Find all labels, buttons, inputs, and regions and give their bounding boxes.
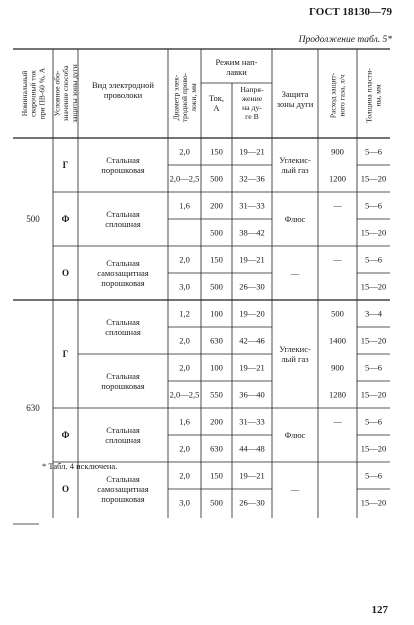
cell-thickness: 5—6 xyxy=(365,416,382,427)
cell-current: 150 xyxy=(210,254,223,265)
document-code: ГОСТ 18130—79 xyxy=(309,6,392,18)
cell-diameter: 2,0 xyxy=(179,146,190,157)
cell-thickness: 5—6 xyxy=(365,362,382,373)
header-protection: Защита зоны дуги xyxy=(276,89,314,109)
cell-protection: Флюс xyxy=(284,429,306,440)
cell-voltage: 19—21 xyxy=(239,470,265,481)
cell-thickness: 15—20 xyxy=(360,443,387,454)
header-diameter: Диаметр элек-тродной прово-локи, мм xyxy=(171,72,198,123)
cell-gas-flow: — xyxy=(333,416,342,427)
header-current: Номинальныйсварочный токпри ПВ-60 %, А xyxy=(19,67,47,120)
cell-gas-flow: 1200 xyxy=(329,173,346,184)
footnote: * Табл. 4 исключена. xyxy=(42,461,118,471)
page-number: 127 xyxy=(371,604,388,616)
cell-current: 200 xyxy=(210,416,223,427)
cell-designation: Г xyxy=(62,160,69,171)
cell-thickness: 15—20 xyxy=(360,497,387,508)
cell-voltage: 36—40 xyxy=(239,389,265,400)
cell-current: 150 xyxy=(210,470,223,481)
cell-current: 500 xyxy=(210,173,223,184)
cell-designation: Г xyxy=(62,349,69,360)
cell-voltage: 31—33 xyxy=(239,200,265,211)
cell-thickness: 5—6 xyxy=(365,470,382,481)
cell-designation: О xyxy=(61,268,70,279)
cell-thickness: 5—6 xyxy=(365,254,382,265)
cell-thickness: 15—20 xyxy=(360,389,387,400)
cell-thickness: 5—6 xyxy=(365,146,382,157)
cell-designation: О xyxy=(61,484,70,495)
cell-diameter: 3,0 xyxy=(179,497,190,508)
cell-thickness: 15—20 xyxy=(360,227,387,238)
cell-nominal-current: 500 xyxy=(26,214,40,225)
header-designation: Условное обо-значение способазащиты зоны дуги xyxy=(52,64,79,123)
cell-wire-type: Стальная сплошная xyxy=(105,317,141,337)
cell-gas-flow: 1280 xyxy=(329,389,346,400)
cell-voltage: 19—21 xyxy=(239,146,265,157)
cell-thickness: 15—20 xyxy=(360,173,387,184)
cell-protection: Углекис-лый газ xyxy=(279,344,311,364)
cell-current: 200 xyxy=(210,200,223,211)
cell-current: 630 xyxy=(210,443,223,454)
cell-current: 550 xyxy=(210,389,223,400)
header-voltage: Напря-жение на ду-ге В xyxy=(240,85,264,122)
cell-voltage: 31—33 xyxy=(239,416,265,427)
cell-wire-type: Стальная самозащитная порошковая xyxy=(97,258,149,288)
header-thickness: Толщина пласти-ны, мм xyxy=(364,68,383,123)
cell-voltage: 42—46 xyxy=(239,335,265,346)
cell-voltage: 38—42 xyxy=(239,227,265,238)
cell-gas-flow: 900 xyxy=(331,146,344,157)
cell-diameter: 2,0 xyxy=(179,335,190,346)
cell-current: 500 xyxy=(210,497,223,508)
header-mode: Режим нап-лавки xyxy=(215,57,258,77)
cell-protection: Углекис-лый газ xyxy=(279,155,311,175)
cell-current: 100 xyxy=(210,308,223,319)
cell-thickness: 15—20 xyxy=(360,335,387,346)
cell-designation: Ф xyxy=(61,430,70,441)
cell-current: 500 xyxy=(210,281,223,292)
header-gas-flow: Расход защит-ного газа, л/ч xyxy=(328,72,347,119)
cell-voltage: 32—36 xyxy=(239,173,265,184)
cell-voltage: 19—21 xyxy=(239,254,265,265)
cell-gas-flow: 500 xyxy=(331,308,344,319)
cell-wire-type: Стальная самозащитная порошковая xyxy=(97,474,149,504)
cell-diameter: 1,6 xyxy=(179,200,190,211)
header-wire-type: Вид электродной проволоки xyxy=(92,80,154,100)
cell-voltage: 26—30 xyxy=(239,497,265,508)
cell-gas-flow: — xyxy=(333,254,342,265)
cell-thickness: 15—20 xyxy=(360,281,387,292)
cell-current: 100 xyxy=(210,362,223,373)
cell-thickness: 5—6 xyxy=(365,200,382,211)
cell-protection: Флюс xyxy=(284,213,306,224)
cell-gas-flow: 1400 xyxy=(329,335,346,346)
cell-wire-type: Стальная порошковая xyxy=(101,371,145,391)
cell-current: 500 xyxy=(210,227,223,238)
cell-diameter: 1,6 xyxy=(179,416,190,427)
cell-voltage: 19—20 xyxy=(239,308,265,319)
cell-voltage: 19—21 xyxy=(239,362,265,373)
cell-designation: Ф xyxy=(61,214,70,225)
cell-nominal-current: 630 xyxy=(26,403,40,414)
cell-diameter: 2,0 xyxy=(179,362,190,373)
cell-protection: — xyxy=(290,483,300,494)
cell-diameter: 2,0 xyxy=(179,470,190,481)
cell-protection: — xyxy=(290,267,300,278)
cell-wire-type: Стальная сплошная xyxy=(105,425,141,445)
table-continuation-label: Продолжение табл. 5* xyxy=(298,35,392,45)
cell-current: 630 xyxy=(210,335,223,346)
cell-diameter: 1,2 xyxy=(179,308,190,319)
cell-gas-flow: 900 xyxy=(331,362,344,373)
cell-diameter: 3,0 xyxy=(179,281,190,292)
cell-diameter: 2,0—2,5 xyxy=(169,173,200,184)
cell-current: 150 xyxy=(210,146,223,157)
cell-gas-flow: — xyxy=(333,200,342,211)
cell-wire-type: Стальная порошковая xyxy=(101,155,145,175)
cell-voltage: 44—48 xyxy=(239,443,265,454)
cell-voltage: 26—30 xyxy=(239,281,265,292)
header-current-a: Ток, А xyxy=(208,93,225,113)
cell-diameter: 2,0 xyxy=(179,443,190,454)
cell-diameter: 2,0—2,5 xyxy=(169,389,200,400)
cell-thickness: 3—4 xyxy=(365,308,382,319)
cell-wire-type: Стальная сплошная xyxy=(105,209,141,229)
cell-diameter: 2,0 xyxy=(179,254,190,265)
